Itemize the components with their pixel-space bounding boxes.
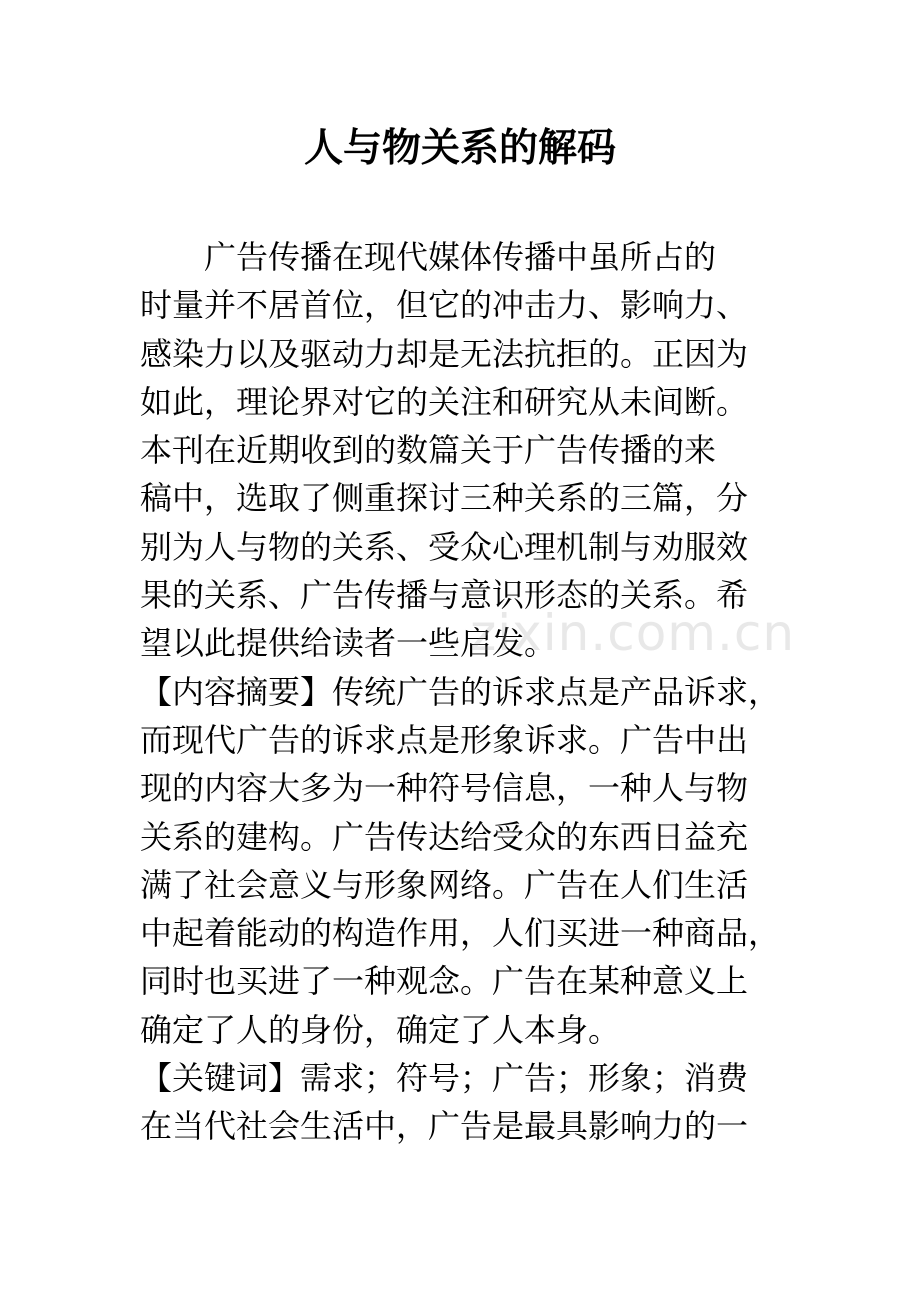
text-line: 望以此提供给读者一些启发。 <box>140 624 557 663</box>
text-line: 如此，理论界对它的关注和研究从未间断。 <box>140 382 749 421</box>
text-line: 广告传播在现代媒体传播中虽所占的 <box>140 238 717 276</box>
abstract-line: 同时也买进了一种观念。广告在某种意义上 <box>140 962 749 1001</box>
abstract-line: 确定了人的身份，确定了人本身。 <box>140 1010 621 1049</box>
document-body <box>140 233 800 1151</box>
text-line: 别为人与物的关系、受众心理机制与劝服效 <box>140 527 749 566</box>
keywords-line: 【关键词】需求；符号；广告；形象；消费 <box>140 1059 749 1098</box>
document-title: 人与物关系的解码 <box>303 125 616 171</box>
watermark: zixin.com.cn <box>470 604 796 662</box>
abstract-line: 满了社会意义与形象网络。广告在人们生活 <box>140 865 749 904</box>
abstract-line: 关系的建构。广告传达给受众的东西日益充 <box>140 817 749 856</box>
text-line: 时量并不居首位，但它的冲击力、影响力、 <box>140 286 749 325</box>
abstract-line: 中起着能动的构造作用，人们买进一种商品， <box>140 914 781 953</box>
text-line: 感染力以及驱动力却是无法抗拒的。正因为 <box>140 334 749 373</box>
abstract-line: 而现代广告的诉求点是形象诉求。广告中出 <box>140 720 749 759</box>
text-line: 稿中，选取了侧重探讨三种关系的三篇，分 <box>140 479 749 518</box>
abstract-line: 【内容摘要】传统广告的诉求点是产品诉求， <box>140 672 781 711</box>
abstract-line: 现的内容大多为一种符号信息，一种人与物 <box>140 769 749 808</box>
text-line: 在当代社会生活中，广告是最具影响力的一 <box>140 1107 749 1146</box>
text-line: 果的关系、广告传播与意识形态的关系。希 <box>140 576 749 615</box>
text-line: 本刊在近期收到的数篇关于广告传播的来 <box>140 431 717 470</box>
